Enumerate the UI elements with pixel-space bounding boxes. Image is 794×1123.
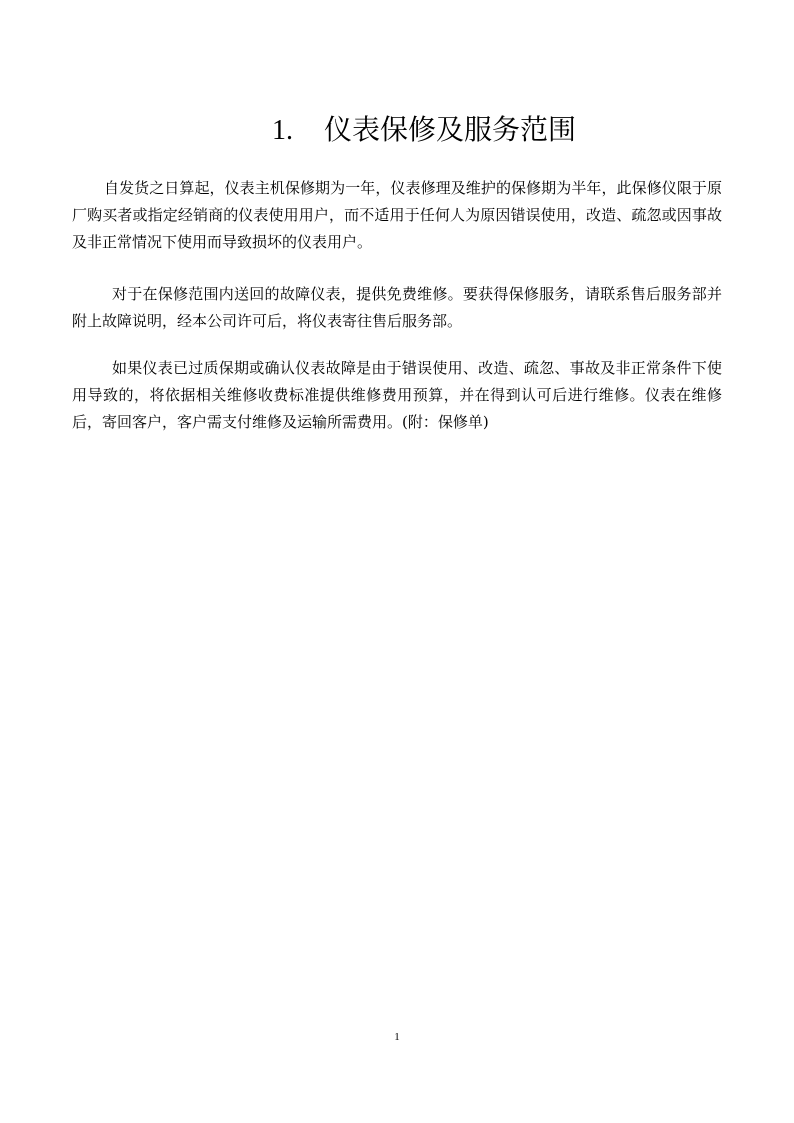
- page-number: 1: [394, 1031, 400, 1043]
- section-title: 仪表保修及服务范围: [324, 113, 577, 146]
- section-number: 1.: [272, 115, 293, 146]
- section-heading: [272, 108, 692, 152]
- paragraph-free-repair: 对于在保修范围内送回的故障仪表，提供免费维修。要获得保修服务，请联系售后服务部并附上故障说明，经本公司许可后，将仪表寄往售后服务部。: [72, 285, 722, 330]
- paragraph-paid-repair: 如果仪表已过质保期或确认仪表故障是由于错误使用、改造、疏忽、事故及非正常条件下使用导致的，将依据相关维修收费标准提供维修费用预算，并在得到认可后进行维修。仪表在维修后，寄回客户，客户需支付维修及运输所需费用。(附：保修单): [72, 359, 722, 431]
- paragraph-warranty-period: 自发货之日算起，仪表主机保修期为一年，仪表修理及维护的保修期为半年，此保修仪限于原厂购买者或指定经销商的仪表使用用户，而不适用于任何人为原因错误使用，改造、疏忽或因事故及非正常情况下使用而导致损坏的仪表用户。: [72, 179, 722, 251]
